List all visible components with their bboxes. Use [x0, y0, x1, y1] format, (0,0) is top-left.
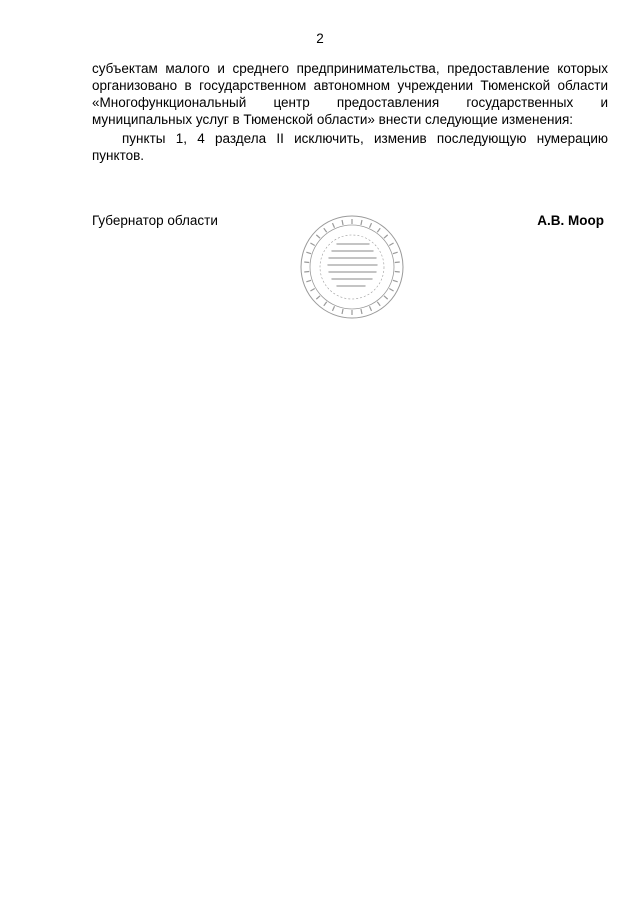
text-line: организовано в государственном автономном учреждении Тюменской области	[92, 78, 608, 93]
signatory-title: Губернатор области	[92, 213, 218, 228]
official-seal-stamp	[299, 214, 405, 320]
page-number: 2	[316, 31, 324, 46]
signatory-name: А.В. Моор	[537, 213, 604, 228]
text-line: субъектам малого и среднего предпринимательства, предоставление которых	[92, 61, 608, 76]
paragraph-amendment-item	[92, 130, 608, 164]
text-line: пунктов.	[92, 148, 145, 163]
text-line: пункты 1, 4 раздела II исключить, изменив последующую нумерацию	[122, 131, 608, 146]
paragraph-amendment-intro	[92, 60, 608, 128]
text-line: муниципальных услуг в Тюменской области» внести следующие изменения:	[92, 112, 574, 127]
text-line: «Многофункциональный центр предоставления государственных и	[92, 95, 608, 110]
